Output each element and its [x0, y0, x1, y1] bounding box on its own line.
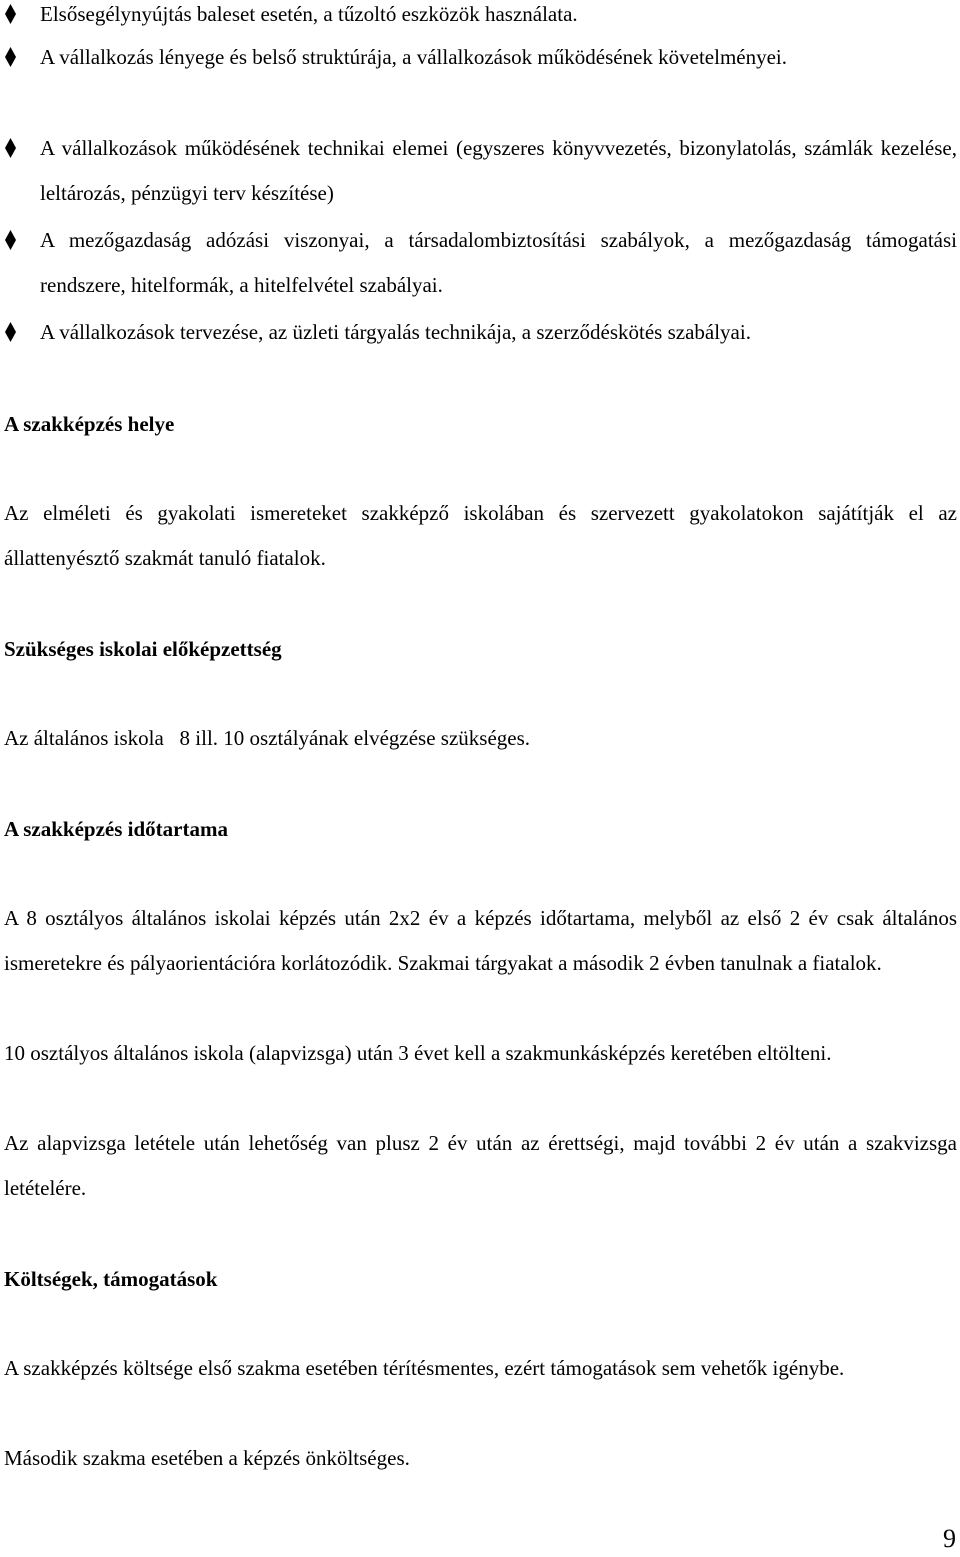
bullet-text: Elsősegélynyújtás baleset esetén, a tűzoltó eszközök használata.	[40, 2, 578, 26]
section-heading-duration: A szakképzés időtartama	[4, 817, 228, 841]
bullet-text: A vállalkozások működésének technikai elemei (egyszeres könyvvezetés, bizonylatolás, számlák kezelése, leltározás, pénzügyi terv készítése)	[40, 136, 957, 205]
paragraph: Az elméleti és gyakolati ismereteket szakképző iskolában és szervezett gyakolatokon sajátítják el az állattenyésztő szakmát tanuló fiatalok.	[4, 501, 957, 570]
page-number: 9	[943, 1524, 956, 1553]
diamond-bullet-icon	[5, 322, 16, 342]
diamond-bullet-icon	[5, 47, 16, 67]
section-heading-place: A szakképzés helye	[4, 412, 175, 436]
bullet-text: A vállalkozás lényege és belső struktúrája, a vállalkozások működésének követelményei.	[40, 45, 788, 69]
paragraph: 10 osztályos általános iskola (alapvizsga) után 3 évet kell a szakmunkásképzés keretében eltölteni.	[4, 1041, 832, 1065]
section-heading-prerequisites: Szükséges iskolai előképzettség	[4, 637, 282, 661]
diamond-bullet-icon	[5, 4, 16, 24]
paragraph: Második szakma esetében a képzés önköltséges.	[4, 1446, 410, 1470]
bullet-text: A vállalkozások tervezése, az üzleti tárgyalás technikája, a szerződéskötés szabályai.	[40, 320, 751, 344]
bullet-text: A mezőgazdaság adózási viszonyai, a társadalombiztosítási szabályok, a mezőgazdaság támogatási rendszere, hitelformák, a hitelfelvétel szabályai.	[40, 228, 957, 297]
paragraph: A szakképzés költsége első szakma esetében térítésmentes, ezért támogatások sem vehetők igénybe.	[4, 1356, 845, 1380]
diamond-bullet-icon	[5, 230, 16, 250]
diamond-bullet-icon	[5, 138, 16, 158]
paragraph: A 8 osztályos általános iskolai képzés után 2x2 év a képzés időtartama, melyből az első 2 év csak általános ismeretekre és pályaorientációra korlátozódik. Szakmai tárgyakat a második 2 évben tanulnak a fiatalok.	[4, 906, 957, 975]
paragraph: Az alapvizsga letétele után lehetőség van plusz 2 év után az érettségi, majd további 2 év után a szakvizsga letételére.	[4, 1131, 957, 1200]
section-heading-costs: Költségek, támogatások	[4, 1267, 218, 1291]
paragraph: Az általános iskola 8 ill. 10 osztályának elvégzése szükséges.	[4, 726, 531, 750]
